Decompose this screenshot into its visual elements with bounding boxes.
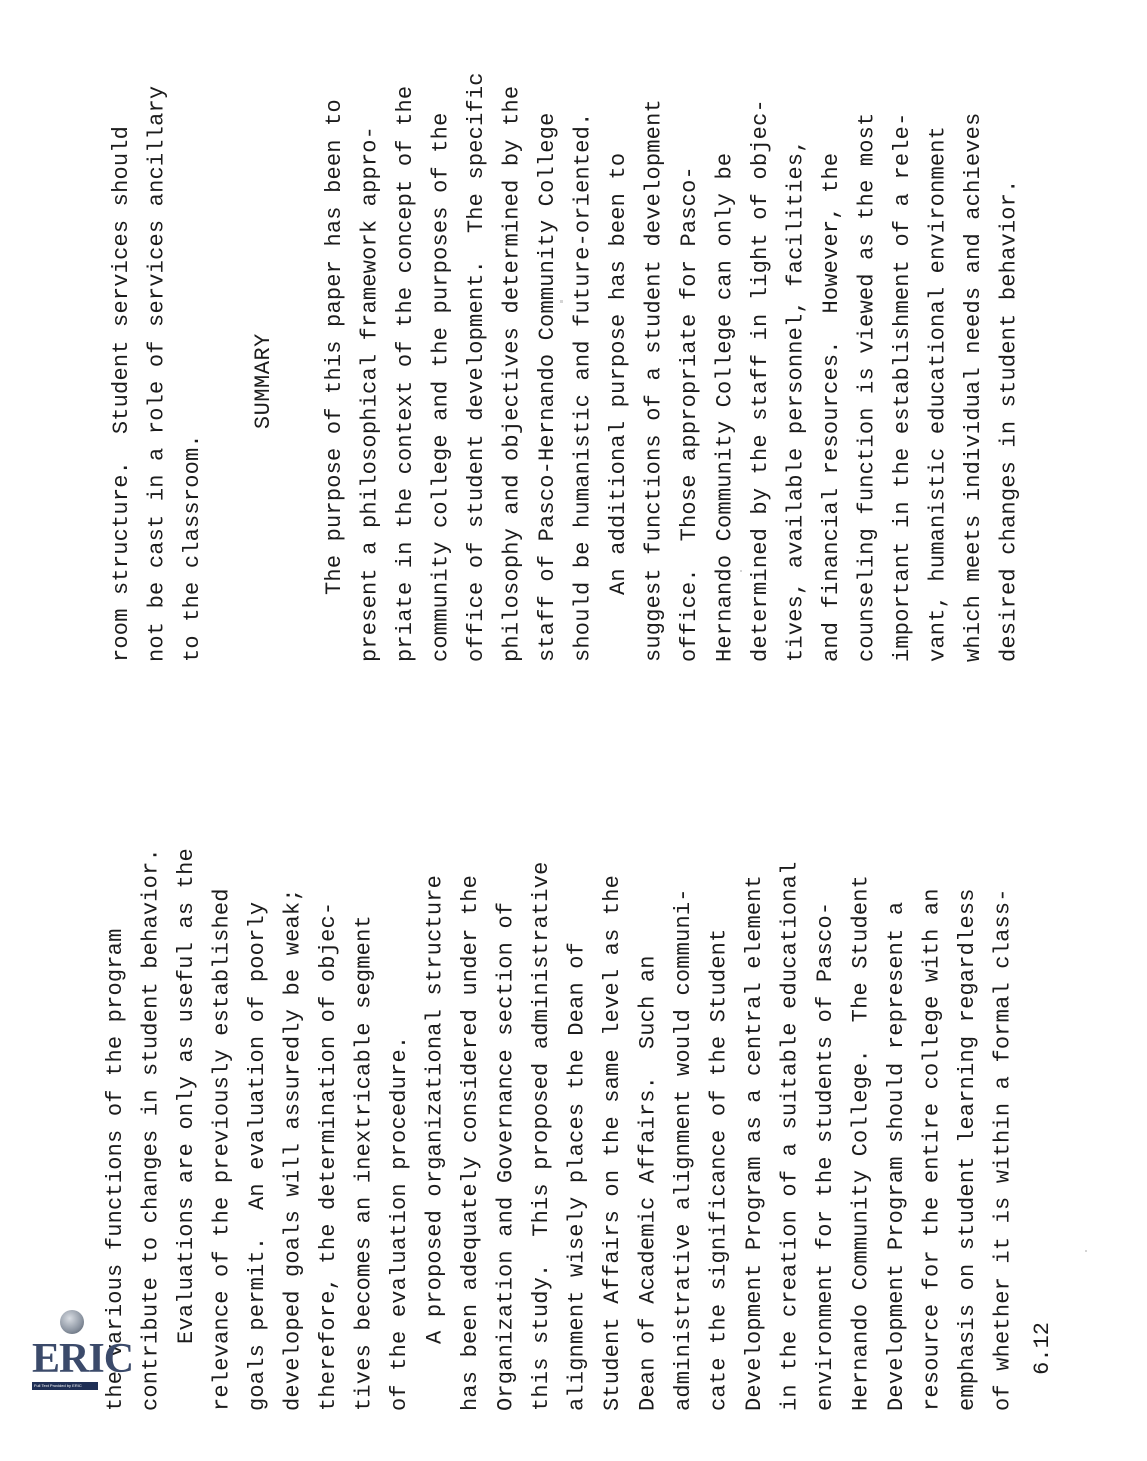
text-line <box>211 22 247 662</box>
text-line: Development Program as a central element <box>742 874 767 1411</box>
text-line: Development Program should represent a <box>884 901 909 1411</box>
text-line: should be humanistic and future-oriented. <box>570 112 596 662</box>
text-line: An additional purpose has been to <box>606 152 631 662</box>
text-line: determined by the staff in light of objec- <box>748 99 773 662</box>
text-line: office. Those appropriate for Pasco- <box>677 166 702 662</box>
text-line: The purpose of this paper has been to <box>322 99 347 662</box>
eric-logo <box>30 1310 134 1430</box>
text-line: Organization and Governance section of <box>493 901 519 1411</box>
eric-logo-text: ERIC <box>32 1336 134 1382</box>
eric-logo-tagline: Full Text Provided by ERIC <box>34 1383 82 1388</box>
text-line: not be cast in a role of services ancillary <box>144 85 170 662</box>
scan-speck <box>560 300 563 303</box>
text-line: therefore, the determination of objec- <box>316 901 341 1411</box>
text-line: Hernando Community College can only be <box>712 152 738 662</box>
scan-speck <box>740 570 742 572</box>
text-line: of the evaluation procedure. <box>387 1035 412 1411</box>
text-line: to the classroom. <box>180 434 205 662</box>
text-line: tives becomes an inextricable segment <box>351 915 377 1411</box>
text-line: alignment wisely places the Dean of <box>564 941 590 1411</box>
text-line: this study. This proposed administrative <box>529 861 554 1411</box>
text-line: SUMMARY <box>251 333 276 662</box>
text-line: developed goals will assuredly be weak; <box>280 888 306 1411</box>
text-line: and financial resources. However, the <box>819 152 844 662</box>
text-line: important in the establishment of a rele- <box>890 112 915 662</box>
text-line: present a philosophical framework appro- <box>357 125 383 662</box>
text-line: tives, available personnel, facilities, <box>783 139 809 662</box>
text-line: Dean of Academic Affairs. Such an <box>635 955 661 1411</box>
text-line: environment for the students of Pasco- <box>813 901 838 1411</box>
page-number: 6.12 <box>1030 1322 1055 1375</box>
text-line: which meets individual needs and achieves <box>961 112 986 662</box>
text-line: counseling function is viewed as the most <box>854 112 880 662</box>
globe-icon <box>60 1310 84 1334</box>
left-column-text <box>98 726 1016 1411</box>
text-line: emphasis on student learning regardless <box>955 888 980 1411</box>
text-line: suggest functions of a student development <box>641 99 667 662</box>
text-line <box>282 22 318 662</box>
right-column-text <box>104 22 1034 662</box>
text-line: staff of Pasco-Hernando Community College <box>535 112 560 662</box>
text-line: has been adequately considered under the <box>458 874 483 1411</box>
text-line: resource for the entire college with an <box>919 888 945 1411</box>
scan-speck <box>1085 1250 1087 1252</box>
text-line: A proposed organizational structure <box>422 874 448 1411</box>
text-line: relevance of the previously established <box>209 888 235 1411</box>
text-line: of whether it is within a formal class- <box>990 888 1016 1411</box>
text-line: office of student development. The specific <box>464 72 489 662</box>
text-line: contribute to changes in student behavior. <box>138 848 164 1411</box>
text-line: goals permit. An evaluation of poorly <box>245 901 270 1411</box>
text-line: philosophy and objectives determined by the <box>499 85 525 662</box>
text-line: desired changes in student behavior. <box>996 179 1022 662</box>
text-line: the various functions of the program <box>103 928 128 1411</box>
text-line: Hernando Community College. The Student <box>848 874 874 1411</box>
text-line: Student Affairs on the same level as the <box>600 874 625 1411</box>
text-line: community college and the purposes of the <box>428 112 454 662</box>
text-line: administrative alignment would communi- <box>671 888 696 1411</box>
text-line: priate in the context of the concept of the <box>393 85 418 662</box>
text-line: Evaluations are only as useful as the <box>174 848 199 1411</box>
text-line: in the creation of a suitable educational <box>777 861 803 1411</box>
text-line: vant, humanistic educational environment <box>925 125 951 662</box>
text-line: cate the significance of the Student <box>706 928 732 1411</box>
text-line: room structure. Student services should <box>109 125 134 662</box>
